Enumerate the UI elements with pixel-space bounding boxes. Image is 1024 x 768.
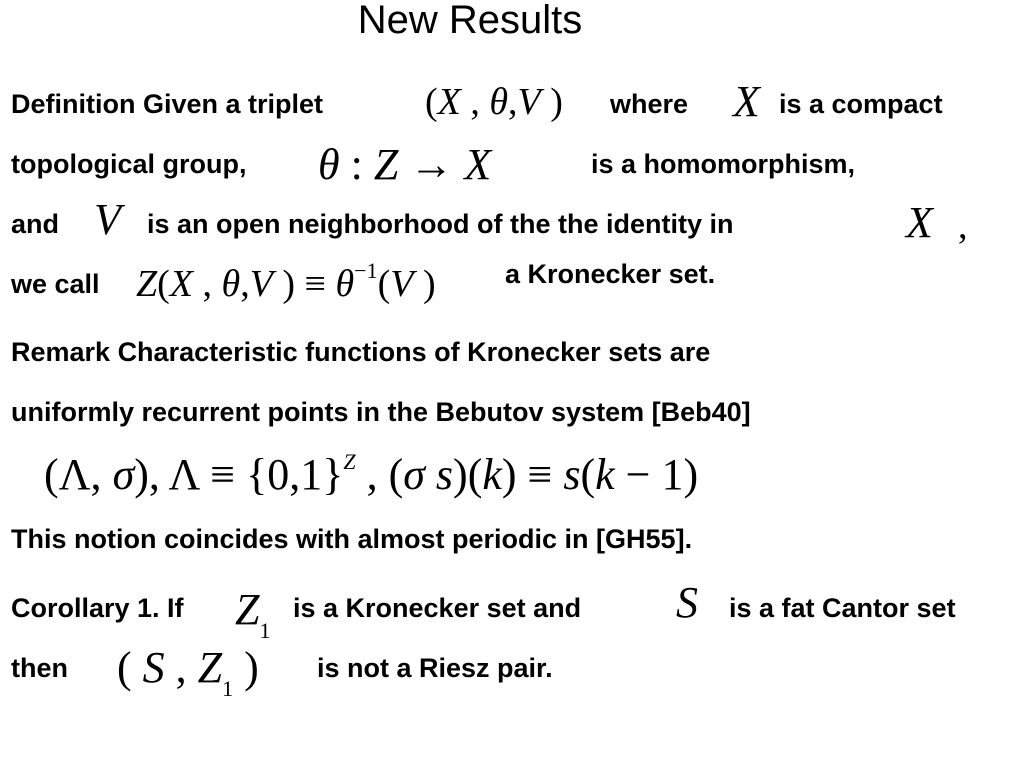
corollary-line2-lead: then	[11, 653, 68, 683]
definition-line1-mid: where	[610, 89, 689, 119]
definition-line3-mid: is an open neighborhood of the the identity in	[147, 209, 734, 239]
notion-text: This notion coincides with almost periodic in [GH55].	[11, 524, 693, 554]
triplet-formula: (X , θ,V )	[425, 81, 563, 123]
remark-line2: uniformly recurrent points in the Bebutov system [Beb40]	[11, 397, 751, 427]
definition-line1-lead: Definition Given a triplet	[11, 89, 324, 119]
homomorphism-formula: θ : Z → X	[318, 140, 492, 189]
definition-line4-lead: we call	[11, 269, 100, 299]
corollary-line1-lead: Corollary 1. If	[11, 593, 184, 623]
v-symbol: V	[94, 195, 121, 244]
x-symbol-identity: X	[906, 198, 933, 247]
definition-line2-lead: topological group,	[11, 149, 247, 179]
slide-title: New Results	[357, 0, 583, 42]
corollary-line2-tail: is not a Riesz pair.	[317, 653, 553, 683]
remark-line1: Remark Characteristic functions of Kronecker sets are	[11, 337, 711, 367]
definition-line3-comma: ,	[958, 205, 968, 247]
z1-symbol: $Z_1$	[235, 585, 271, 643]
corollary-line1-tail: is a fat Cantor set	[729, 593, 956, 623]
definition-line1-tail: is a compact	[779, 89, 943, 119]
x-symbol: X	[733, 77, 760, 126]
definition-line3-lead: and	[11, 209, 60, 239]
riesz-pair-formula: ( S , $Z_1$ )	[117, 643, 259, 701]
definition-line2-tail: is a homomorphism,	[591, 149, 856, 179]
corollary-line1-mid: is a Kronecker set and	[293, 593, 582, 623]
bebutov-formula: (Λ, σ), $\Lambda \equiv \{0,1\}^Z$ , (σ s)(k) ≡ s(k − 1)	[44, 449, 699, 499]
definition-line4-tail: a Kronecker set.	[505, 259, 716, 289]
kronecker-set-formula: Z(X , θ,V ) ≡ $\theta^{-1}(V$ )	[136, 258, 436, 305]
s-symbol: S	[676, 578, 698, 627]
